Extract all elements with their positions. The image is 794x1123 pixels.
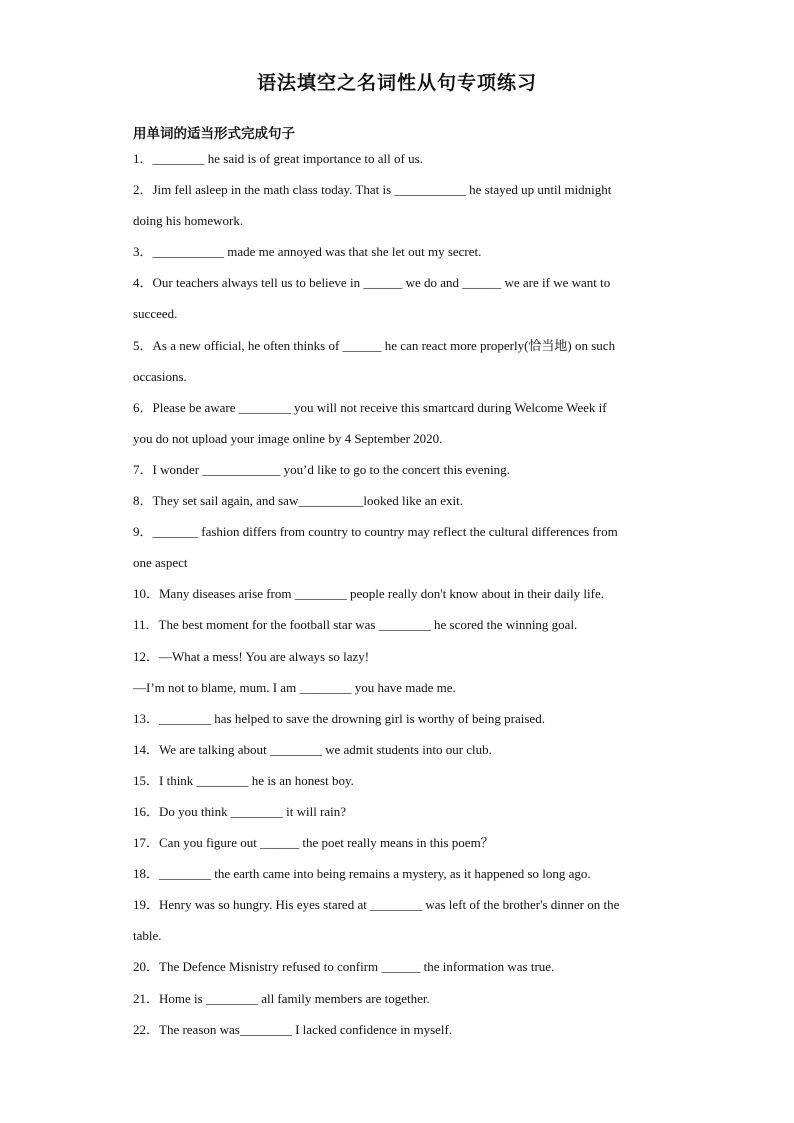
question-line: 16．Do you think ________ it will rain?	[133, 803, 347, 819]
page-title: 语法填空之名词性从句专项练习	[256, 72, 537, 94]
question-line: succeed.	[133, 306, 178, 322]
question-line: 12．—What a mess! You are always so lazy!	[133, 648, 370, 664]
question-line: 15．I think ________ he is an honest boy.	[133, 772, 354, 788]
question-line: 1．________ he said is of great importance to all of us.	[133, 151, 423, 166]
question-line: 7．I wonder ____________ you’d like to go to the concert this evening.	[133, 461, 510, 477]
question-line: 9．_______ fashion differs from country to country may reflect the cultural differences from	[133, 524, 618, 540]
question-line: —I’m not to blame, mum. I am ________ you have made me.	[133, 679, 456, 695]
question-line: you do not upload your image online by 4 September 2020.	[133, 430, 443, 446]
question-line: 19．Henry was so hungry. His eyes stared at ________ was left of the brother's dinner on the	[133, 897, 620, 913]
question-line: doing his homework.	[133, 213, 244, 229]
question-line: 17．Can you figure out ______ the poet really means in this poem？	[133, 835, 494, 851]
question-line: 11．The best moment for the football star was ________ he scored the winning goal.	[133, 617, 578, 633]
question-line: 13．________ has helped to save the drowning girl is worthy of being praised.	[133, 710, 545, 726]
question-line: 4．Our teachers always tell us to believe in ______ we do and ______ we are if we want to	[133, 275, 611, 291]
question-line: 22．The reason was________ I lacked confidence in myself.	[133, 1021, 453, 1037]
question-line: 18．________ the earth came into being remains a mystery, as it happened so long ago.	[133, 866, 591, 882]
question-line: occasions.	[133, 368, 187, 384]
question-line: 5．As a new official, he often thinks of ______ he can react more properly(恰当地) on such	[133, 337, 616, 353]
question-line: 21．Home is ________ all family members are together.	[133, 990, 430, 1006]
question-line: 14．We are talking about ________ we admit students into our club.	[133, 741, 492, 757]
question-line: one aspect	[133, 555, 188, 571]
question-list	[133, 148, 663, 1050]
question-line: 8．They set sail again, and saw__________looked like an exit.	[133, 493, 463, 509]
question-line: 20．The Defence Misnistry refused to confirm ______ the information was true.	[133, 959, 555, 975]
question-line: 10．Many diseases arise from ________ people really don't know about in their daily life.	[133, 586, 604, 602]
question-line: 2．Jim fell asleep in the math class today. That is ___________ he stayed up until midnight	[133, 182, 612, 198]
question-line: 3．___________ made me annoyed was that she let out my secret.	[133, 244, 482, 260]
section-heading: 用单词的适当形式完成句子	[133, 126, 295, 142]
question-line: 6．Please be aware ________ you will not receive this smartcard during Welcome Week if	[133, 399, 607, 415]
question-line: table.	[133, 928, 162, 944]
